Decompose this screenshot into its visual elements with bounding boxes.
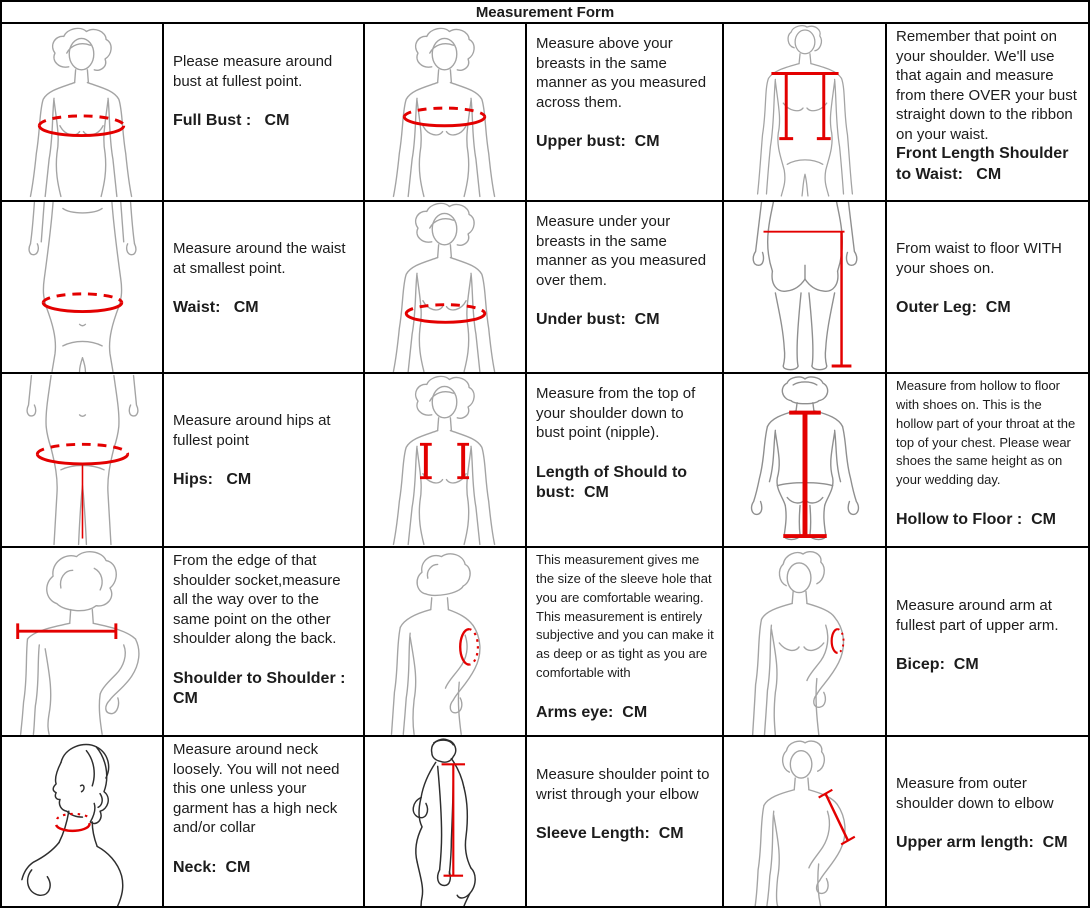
- hips-figure: [2, 374, 162, 546]
- measurement-label: Hips: CM: [173, 471, 252, 488]
- measurement-description: Measure around neck loosely. You will not need this one unless your garment has a high neck and/or collar: [173, 741, 344, 836]
- neck-cell: [164, 737, 363, 906]
- measurement-label: Full Bust : CM: [173, 112, 290, 129]
- measurement-description: Measure around arm at fullest part of upper arm.: [896, 597, 1059, 634]
- measurement-description: Measure around the waist at smallest point.: [173, 240, 350, 277]
- hips-cell: [164, 374, 363, 546]
- hollow-to-floor-figure: [724, 374, 885, 546]
- measurement-label: Under bust: CM: [536, 311, 660, 328]
- measurement-description: Measure under your breasts in the same manner as you measured over them.: [536, 213, 711, 289]
- measurement-label: Front Length Shoulder to Waist: CM: [896, 145, 1073, 183]
- measurement-label: Shoulder to Shoulder : CM: [173, 669, 350, 708]
- measurement-description: Measure around hips at fullest point: [173, 412, 335, 449]
- measurement-description: This measurement gives me the size of the sleeve hole that you are comfortable wearing. This measurement is entirely subjective and you can make it as deep or as tight as you are comfortable with: [536, 552, 718, 681]
- shoulder-to-shoulder-figure: [2, 548, 162, 735]
- front-length-shoulder-to-waist-figure: [724, 24, 885, 200]
- measurement-description: From waist to floor WITH your shoes on.: [896, 240, 1067, 277]
- measurement-description: Measure shoulder point to wrist through your elbow: [536, 766, 714, 803]
- bicep-cell: [887, 548, 1088, 735]
- upper-bust-cell: [527, 24, 722, 200]
- measurement-description: From the edge of that shoulder socket,measure all the way over to the same point on the other shoulder along the back.: [173, 552, 345, 647]
- measurement-label: Neck: CM: [173, 858, 251, 876]
- page-title: Measurement Form: [2, 2, 1088, 22]
- shoulder-to-shoulder-cell: [164, 548, 363, 735]
- measurement-label: Outer Leg: CM: [896, 299, 1011, 316]
- shoulder-to-bust-cell: [527, 374, 722, 546]
- front-length-cell: [887, 24, 1088, 200]
- measurement-label: Sleeve Length: CM: [536, 825, 684, 842]
- arms-eye-figure: [365, 548, 525, 735]
- measurement-label: Hollow to Floor : CM: [896, 511, 1056, 529]
- neck-figure: [2, 737, 162, 906]
- measurement-description: Measure from outer shoulder down to elbow: [896, 775, 1054, 812]
- upper-arm-length-figure: [724, 737, 885, 906]
- waist-cell: [164, 202, 363, 372]
- measurement-description: Please measure around bust at fullest point.: [173, 53, 337, 90]
- measurement-label: Bicep: CM: [896, 656, 979, 673]
- bicep-figure: [724, 548, 885, 735]
- measurement-description: Measure above your breasts in the same manner as you measured across them.: [536, 35, 711, 111]
- shoulder-to-bust-figure: [365, 374, 525, 546]
- measurement-label: Arms eye: CM: [536, 703, 648, 721]
- outer-leg-cell: [887, 202, 1088, 372]
- measurement-description: Measure from the top of your shoulder down to bust point (nipple).: [536, 385, 700, 441]
- measurement-label: Length of Should to bust: CM: [536, 463, 692, 502]
- measurement-description: Measure from hollow to floor with shoes on. This is the hollow part of your throat at the top of your chest. Please wear shoes the same height as on your wedding day.: [896, 378, 1079, 488]
- full-bust-figure: [2, 24, 162, 200]
- measurement-label: Upper arm length: CM: [896, 834, 1068, 851]
- sleeve-length-cell: [527, 737, 722, 906]
- under-bust-cell: [527, 202, 722, 372]
- measurement-description: Remember that point on your shoulder. We'll use that again and measure from there OVER your bust straight down to the ribbon on your waist.: [896, 28, 1082, 143]
- hollow-to-floor-cell: [887, 374, 1088, 546]
- measurement-label: Upper bust: CM: [536, 133, 660, 150]
- full-bust-cell: [164, 24, 363, 200]
- under-bust-figure: [365, 202, 525, 372]
- arms-eye-cell: [527, 548, 722, 735]
- upper-bust-figure: [365, 24, 525, 200]
- measurement-label: Waist: CM: [173, 299, 259, 316]
- waist-figure: [2, 202, 162, 372]
- sleeve-length-figure: [365, 737, 525, 906]
- upper-arm-length-cell: [887, 737, 1088, 906]
- outer-leg-figure: [724, 202, 885, 372]
